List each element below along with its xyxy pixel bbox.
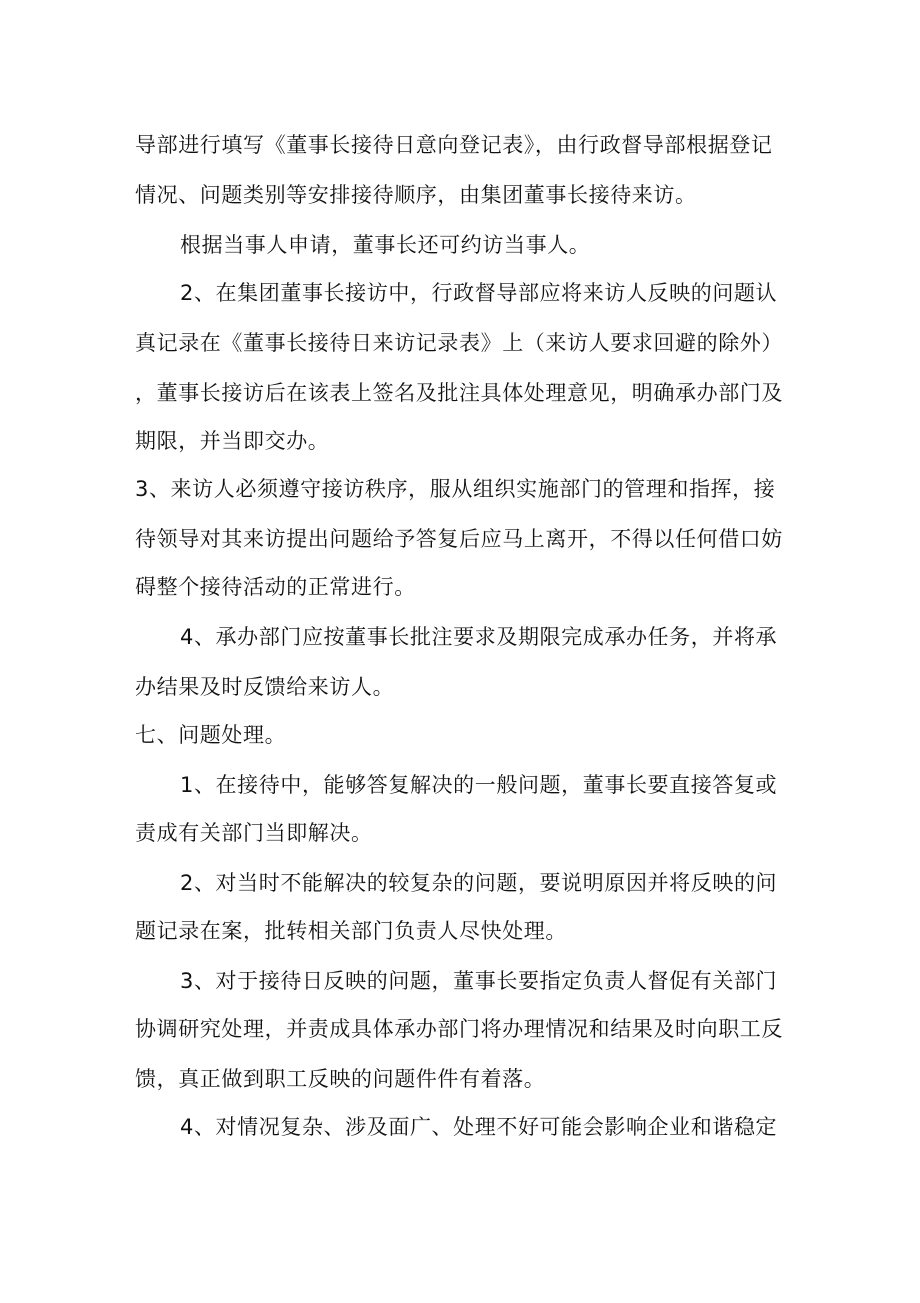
text-line: 待领导对其来访提出问题给予答复后应马上离开，不得以任何借口妨 bbox=[135, 527, 783, 551]
text-line: ，董事长接访后在该表上签名及批注具体处理意见，明确承办部门及 bbox=[135, 381, 783, 405]
text-line: 题记录在案，批转相关部门负责人尽快处理。 bbox=[135, 919, 567, 943]
text-line: 期限，并当即交办。 bbox=[135, 429, 330, 453]
text-line: 责成有关部门当即解决。 bbox=[135, 821, 373, 845]
text-line: 4、承办部门应按董事长批注要求及期限完成承办任务，并将承 bbox=[180, 625, 778, 649]
text-line: 馈，真正做到职工反映的问题件件有着落。 bbox=[135, 1067, 546, 1091]
text-line: 2、在集团董事长接访中，行政督导部应将来访人反映的问题认 bbox=[180, 281, 778, 305]
text-line: 2、对当时不能解决的较复杂的问题，要说明原因并将反映的问 bbox=[180, 871, 778, 895]
text-line: 根据当事人申请，董事长还可约访当事人。 bbox=[180, 233, 591, 257]
text-line: 1、在接待中，能够答复解决的一般问题，董事长要直接答复或 bbox=[180, 773, 778, 797]
text-line: 碍整个接待活动的正常进行。 bbox=[135, 575, 416, 599]
text-line: 协调研究处理，并责成具体承办部门将办理情况和结果及时向职工反 bbox=[135, 1017, 783, 1041]
text-line: 真记录在《董事长接待日来访记录表》上（来访人要求回避的除外） bbox=[135, 331, 783, 355]
text-line: 办结果及时反馈给来访人。 bbox=[135, 675, 395, 699]
text-line: 3、来访人必须遵守接访秩序，服从组织实施部门的管理和指挥，接 bbox=[135, 477, 776, 501]
section-heading: 七、问题处理。 bbox=[135, 723, 287, 747]
text-line: 4、对情况复杂、涉及面广、处理不好可能会影响企业和谐稳定 bbox=[180, 1115, 778, 1139]
text-line: 3、对于接待日反映的问题，董事长要指定负责人督促有关部门 bbox=[180, 969, 778, 993]
text-line: 导部进行填写《董事长接待日意向登记表》，由行政督导部根据登记 bbox=[135, 133, 773, 157]
text-line: 情况、问题类别等安排接待顺序，由集团董事长接待来访。 bbox=[135, 183, 697, 207]
